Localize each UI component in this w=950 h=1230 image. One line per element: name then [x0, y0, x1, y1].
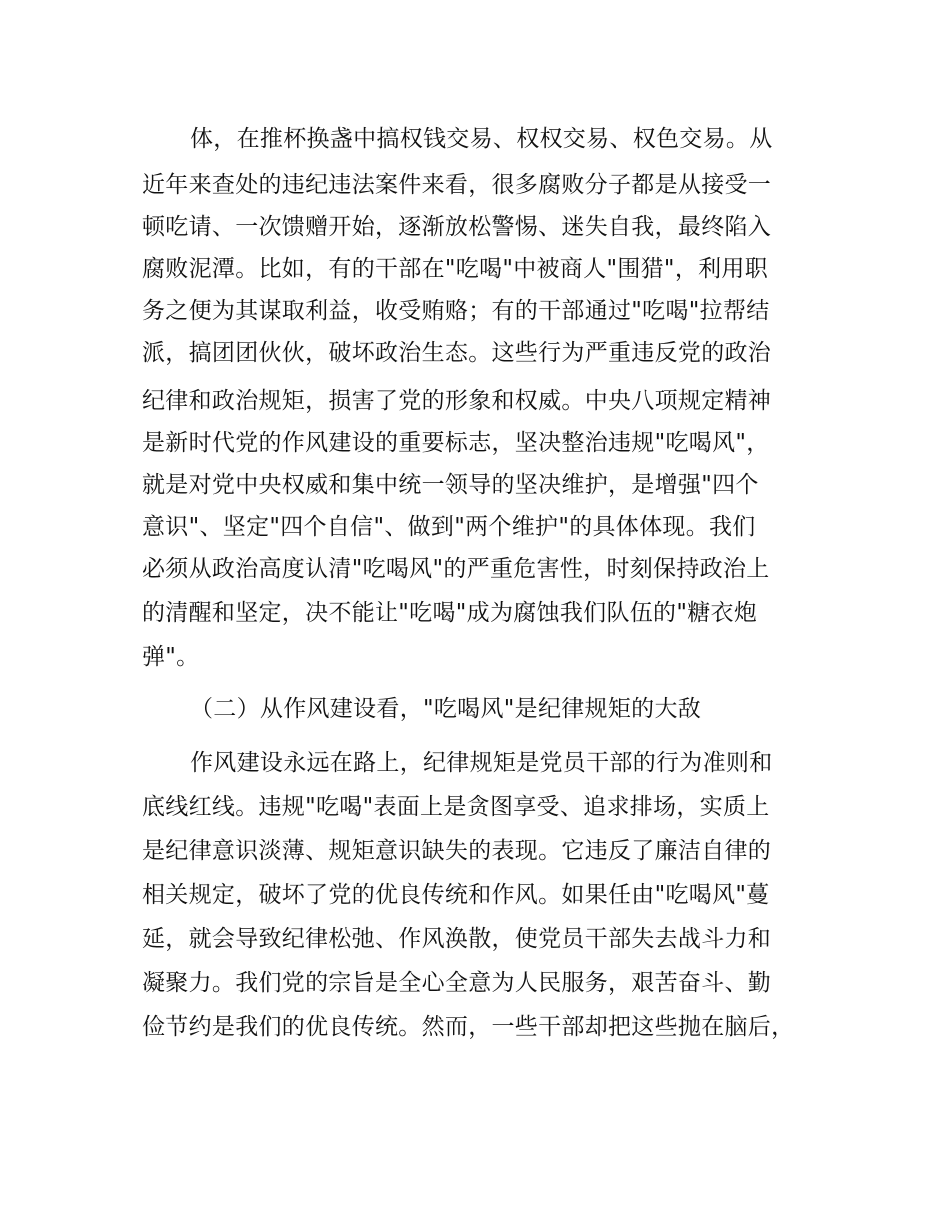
paragraph-line: 底线红线。违规"吃喝"表面上是贪图享受、追求排场，实质上	[142, 794, 770, 820]
paragraph-line: 近年来查处的违纪违法案件来看，很多腐败分子都是从接受一	[142, 172, 772, 198]
paragraph-line: 俭节约是我们的优良传统。然而，一些干部却把这些抛在脑后，	[142, 1014, 795, 1040]
paragraph-line: 派，搞团团伙伙，破坏政治生态。这些行为严重违反党的政治	[142, 340, 772, 366]
paragraph-line: 务之便为其谋取利益，收受贿赂；有的干部通过"吃喝"拉帮结	[142, 298, 770, 324]
paragraph-line: 意识"、坚定"四个自信"、做到"两个维护"的具体体现。我们	[142, 514, 756, 540]
paragraph-line: 腐败泥潭。比如，有的干部在"吃喝"中被商人"围猎"，利用职	[142, 256, 769, 282]
paragraph-line: 延，就会导致纪律松弛、作风涣散，使党员干部失去战斗力和	[142, 926, 772, 952]
paragraph-line: 是纪律意识淡薄、规矩意识缺失的表现。它违反了廉洁自律的	[142, 838, 772, 864]
paragraph-line: 顿吃请、一次馈赠开始，逐渐放松警惕、迷失自我，最终陷入	[142, 214, 772, 240]
section-heading: （二）从作风建设看，"吃喝风"是纪律规矩的大敌	[190, 696, 702, 722]
paragraph-line: 就是对党中央权威和集中统一领导的坚决维护，是增强"四个	[142, 472, 759, 498]
paragraph-line: 相关规定，破坏了党的优良传统和作风。如果任由"吃喝风"蔓	[142, 882, 770, 908]
paragraph-line: 必须从政治高度认清"吃喝风"的严重危害性，时刻保持政治上	[142, 556, 770, 582]
paragraph-line: 体，在推杯换盏中搞权钱交易、权权交易、权色交易。从	[190, 126, 773, 152]
paragraph-line: 弹"。	[142, 644, 200, 670]
paragraph-line: 是新时代党的作风建设的重要标志，坚决整治违规"吃喝风"，	[142, 430, 770, 456]
paragraph-line: 作风建设永远在路上，纪律规矩是党员干部的行为准则和	[190, 750, 773, 776]
paragraph-line: 凝聚力。我们党的宗旨是全心全意为人民服务，艰苦奋斗、勤	[142, 970, 772, 996]
paragraph-line: 的清醒和坚定，决不能让"吃喝"成为腐蚀我们队伍的"糖衣炮	[142, 600, 758, 626]
paragraph-line: 纪律和政治规矩，损害了党的形象和权威。中央八项规定精神	[142, 388, 772, 414]
